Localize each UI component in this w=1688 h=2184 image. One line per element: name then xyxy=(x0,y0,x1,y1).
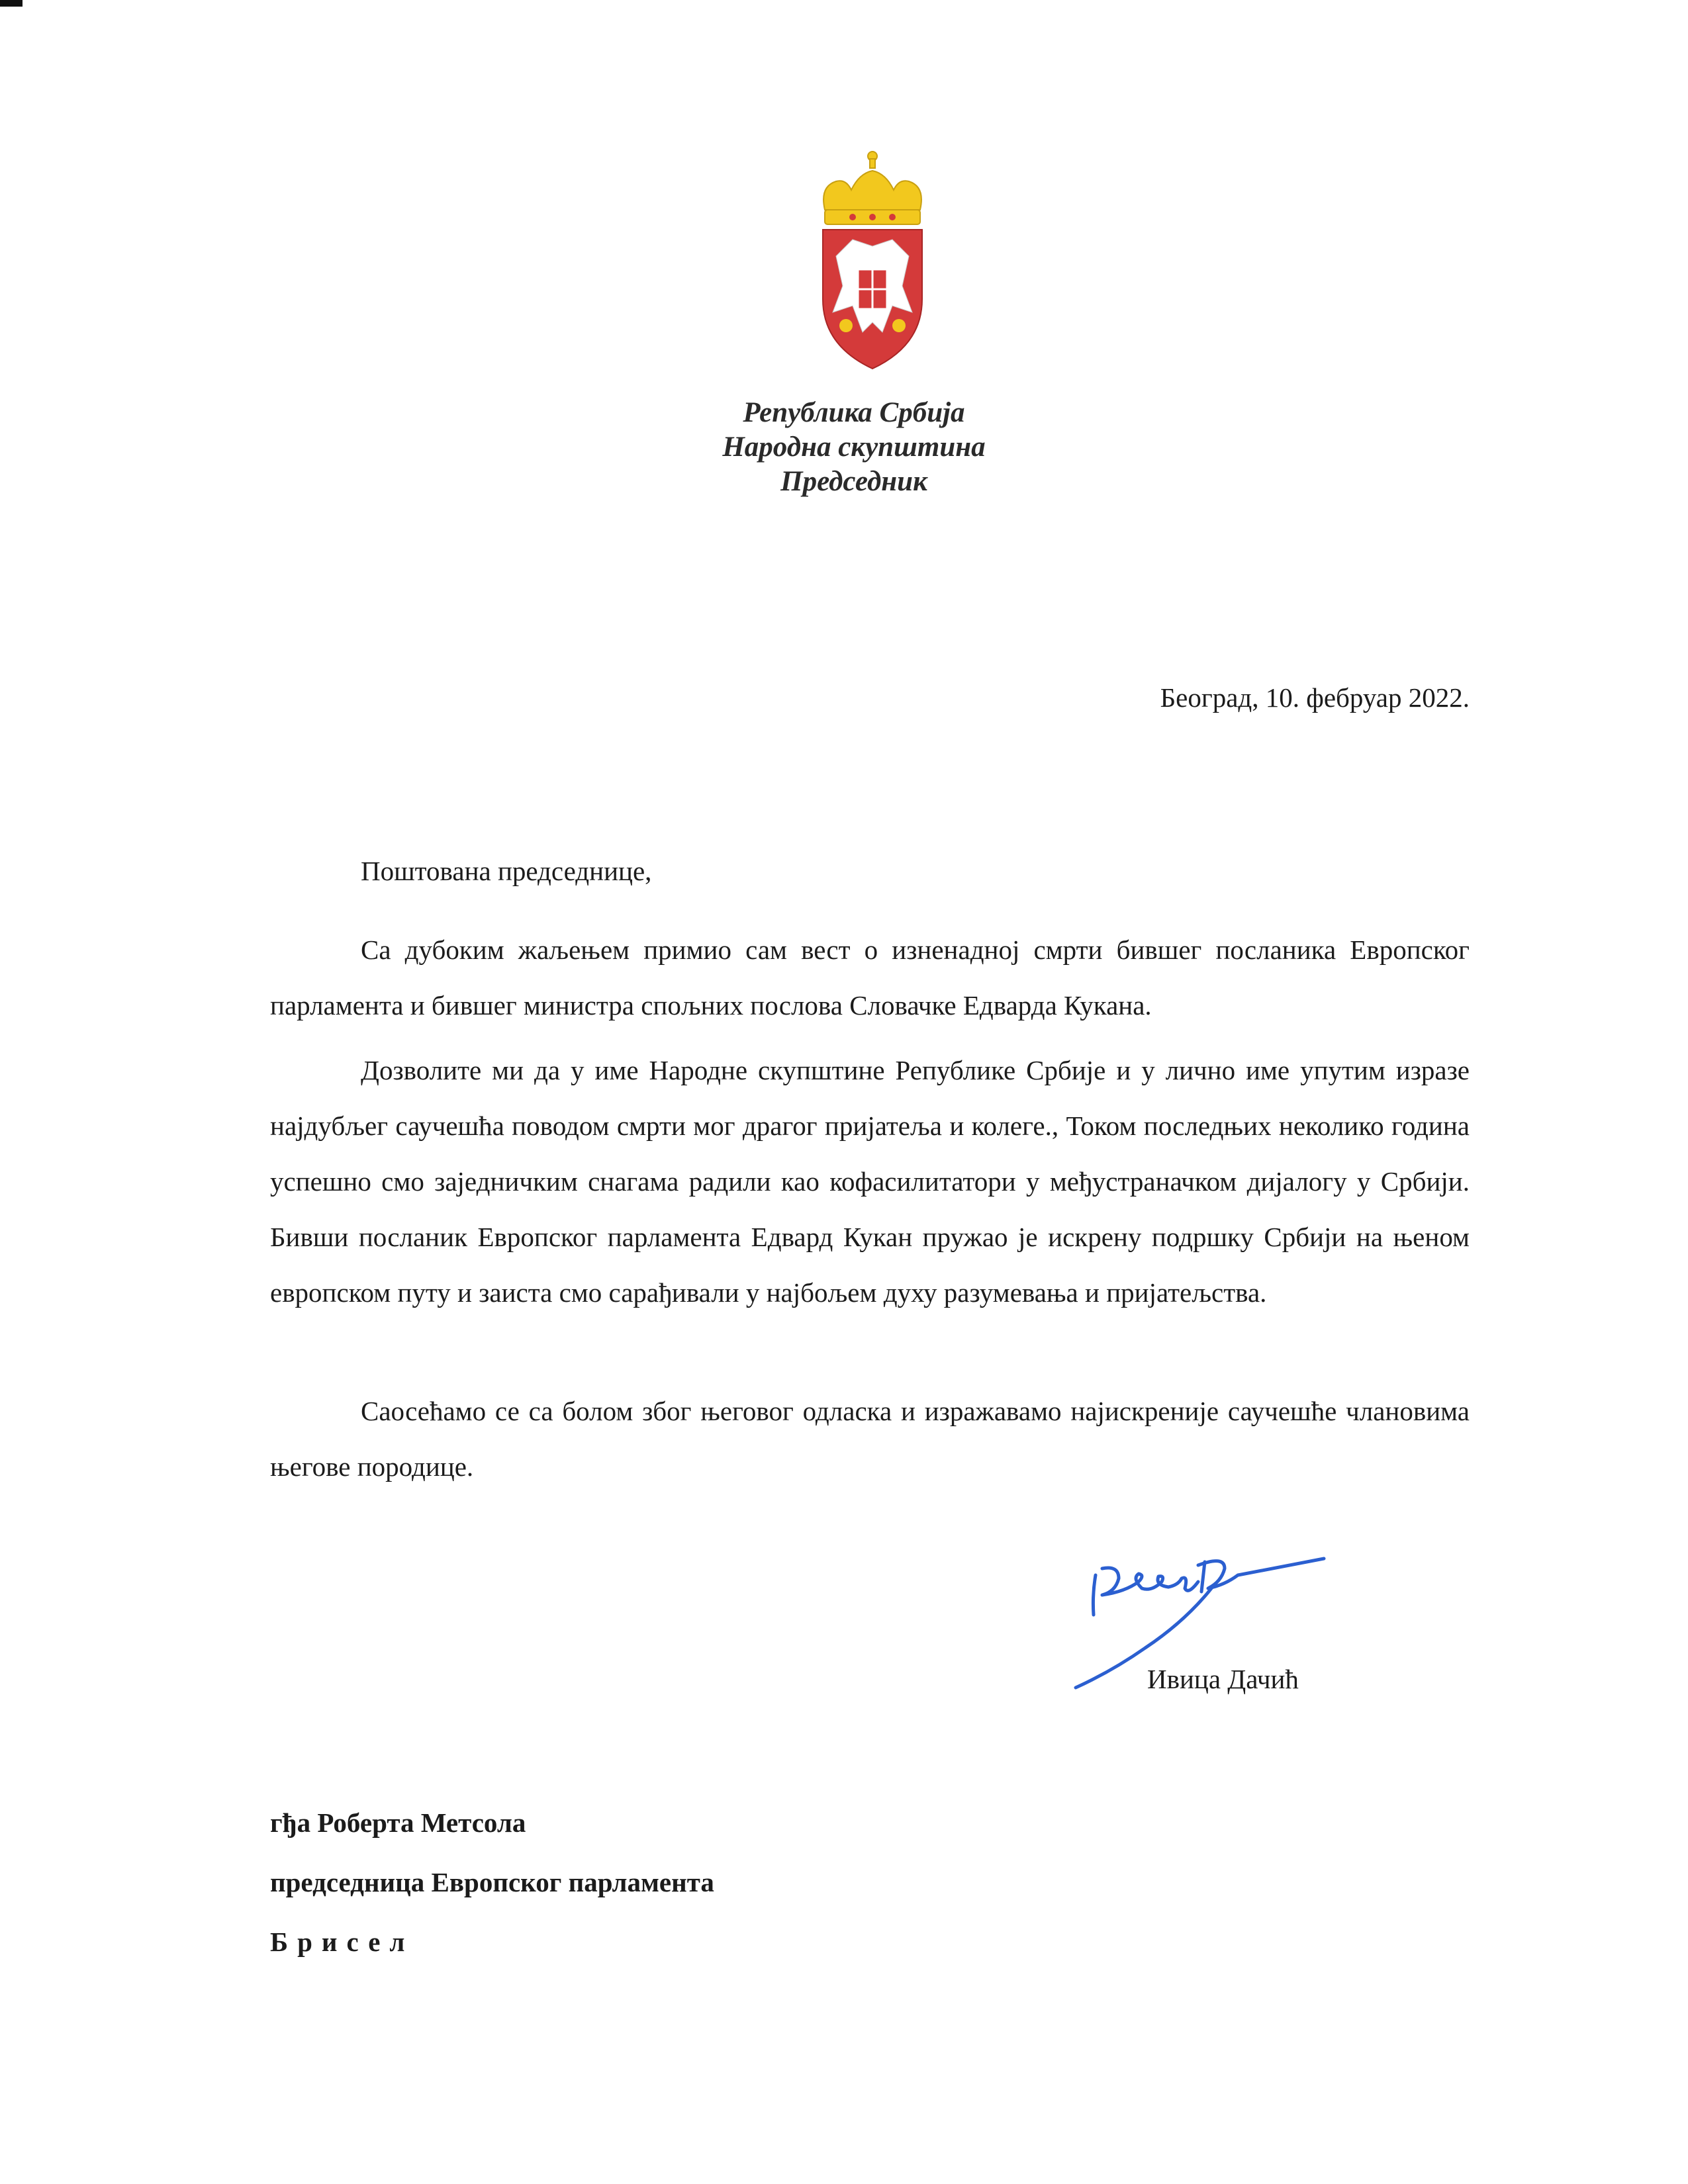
letterhead-country: Република Србија xyxy=(743,397,965,428)
body-paragraph: Дозволите ми да у име Народне скупштине Републике Србије и у лично име упутим изразе најдубљег саучешћа поводом смрти мог драгог пријатеља и колеге., Током последњих неколико година успешно смо заједничким снагама радили као кофасилитатори у међустраначком дијалогу у Србији. Бивши посланик Европског парламента Едвард Кукан пружао је искрену подршку Србији на њеном европском путу и заиста смо сарађивали у најбољем духу разумевања и пријатељства. xyxy=(270,1055,1470,1308)
scan-edge-mark xyxy=(0,0,23,7)
recipient-name: гђа Роберта Метсола xyxy=(270,1807,526,1838)
recipient-city: Брисел xyxy=(270,1927,414,1957)
letterhead xyxy=(596,396,1112,499)
letterhead-office: Председник xyxy=(780,466,927,497)
salutation: Поштована председнице, xyxy=(361,856,652,886)
body-paragraph: Са дубоким жаљењем примио сам вест о изненадној смрти бившег посланика Европског парламента и бившег министра спољних послова Словачке Едварда Кукана. xyxy=(270,934,1470,1021)
letter-date: Београд, 10. фебруар 2022. xyxy=(1160,682,1470,713)
coat-of-arms-icon xyxy=(813,147,932,372)
recipient-title: председница Европског парламента xyxy=(270,1867,714,1897)
signer-name: Ивица Дачић xyxy=(1147,1664,1299,1694)
body-paragraph: Саосећамо се са болом због његовог одласка и изражавамо најискреније саучешће члановима његове породице. xyxy=(270,1396,1470,1482)
letterhead-institution: Народна скупштина xyxy=(722,432,986,463)
